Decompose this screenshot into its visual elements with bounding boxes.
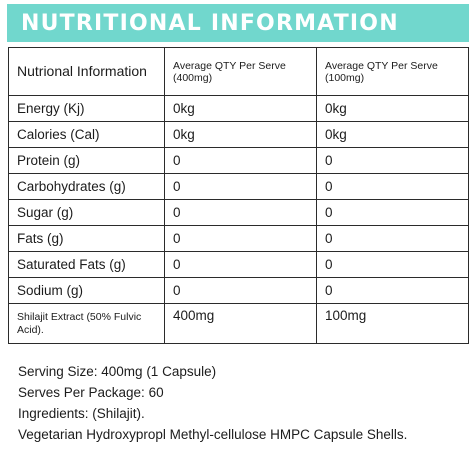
value-per-400mg: 0kg — [165, 122, 317, 148]
value-per-100mg: 0kg — [317, 96, 469, 122]
value-per-400mg: 0 — [165, 174, 317, 200]
column-header-per-100mg: Average QTY Per Serve (100mg) — [317, 48, 469, 96]
nutrient-label: Sugar (g) — [9, 200, 165, 226]
value-per-400mg: 0 — [165, 148, 317, 174]
nutrient-label: Fats (g) — [9, 226, 165, 252]
nutrient-label: Calories (Cal) — [9, 122, 165, 148]
serving-size-text: Serving Size: 400mg (1 Capsule) — [18, 364, 217, 379]
value-per-100mg: 0kg — [317, 122, 469, 148]
value-per-400mg: 0 — [165, 252, 317, 278]
nutrient-label: Shilajit Extract (50% Fulvic Acid). — [9, 304, 165, 344]
value-per-100mg: 0 — [317, 174, 469, 200]
ingredients-text: Ingredients: (Shilajit). — [18, 406, 145, 421]
title-banner — [7, 4, 469, 42]
nutrient-label: Protein (g) — [9, 148, 165, 174]
value-per-100mg: 0 — [317, 200, 469, 226]
table-row — [9, 174, 469, 200]
nutrient-label: Energy (Kj) — [9, 96, 165, 122]
table-row — [9, 278, 469, 304]
serves-per-package-text: Serves Per Package: 60 — [18, 385, 164, 400]
table-row — [9, 252, 469, 278]
table-row — [9, 122, 469, 148]
nutrition-table — [8, 47, 469, 344]
nutrient-label: Saturated Fats (g) — [9, 252, 165, 278]
product-info — [18, 361, 470, 445]
value-per-100mg: 0 — [317, 252, 469, 278]
value-per-400mg: 0 — [165, 278, 317, 304]
value-per-100mg: 0 — [317, 278, 469, 304]
capsule-text: Vegetarian Hydroxypropl Methyl-cellulose HMPC Capsule Shells. — [18, 427, 408, 442]
table-row — [9, 304, 469, 344]
table-row — [9, 96, 469, 122]
column-header-nutrient: Nutrional Information — [9, 48, 165, 96]
column-header-per-400mg: Average QTY Per Serve (400mg) — [165, 48, 317, 96]
table-header-row — [9, 48, 469, 96]
value-per-100mg: 0 — [317, 148, 469, 174]
page-title: NUTRITIONAL INFORMATION — [21, 11, 399, 36]
value-per-100mg: 0 — [317, 226, 469, 252]
value-per-400mg: 0 — [165, 226, 317, 252]
value-per-400mg: 400mg — [165, 304, 317, 344]
value-per-400mg: 0 — [165, 200, 317, 226]
nutrient-label: Sodium (g) — [9, 278, 165, 304]
value-per-400mg: 0kg — [165, 96, 317, 122]
table-row — [9, 226, 469, 252]
nutrient-label: Carbohydrates (g) — [9, 174, 165, 200]
table-row — [9, 148, 469, 174]
value-per-100mg: 100mg — [317, 304, 469, 344]
table-row — [9, 200, 469, 226]
